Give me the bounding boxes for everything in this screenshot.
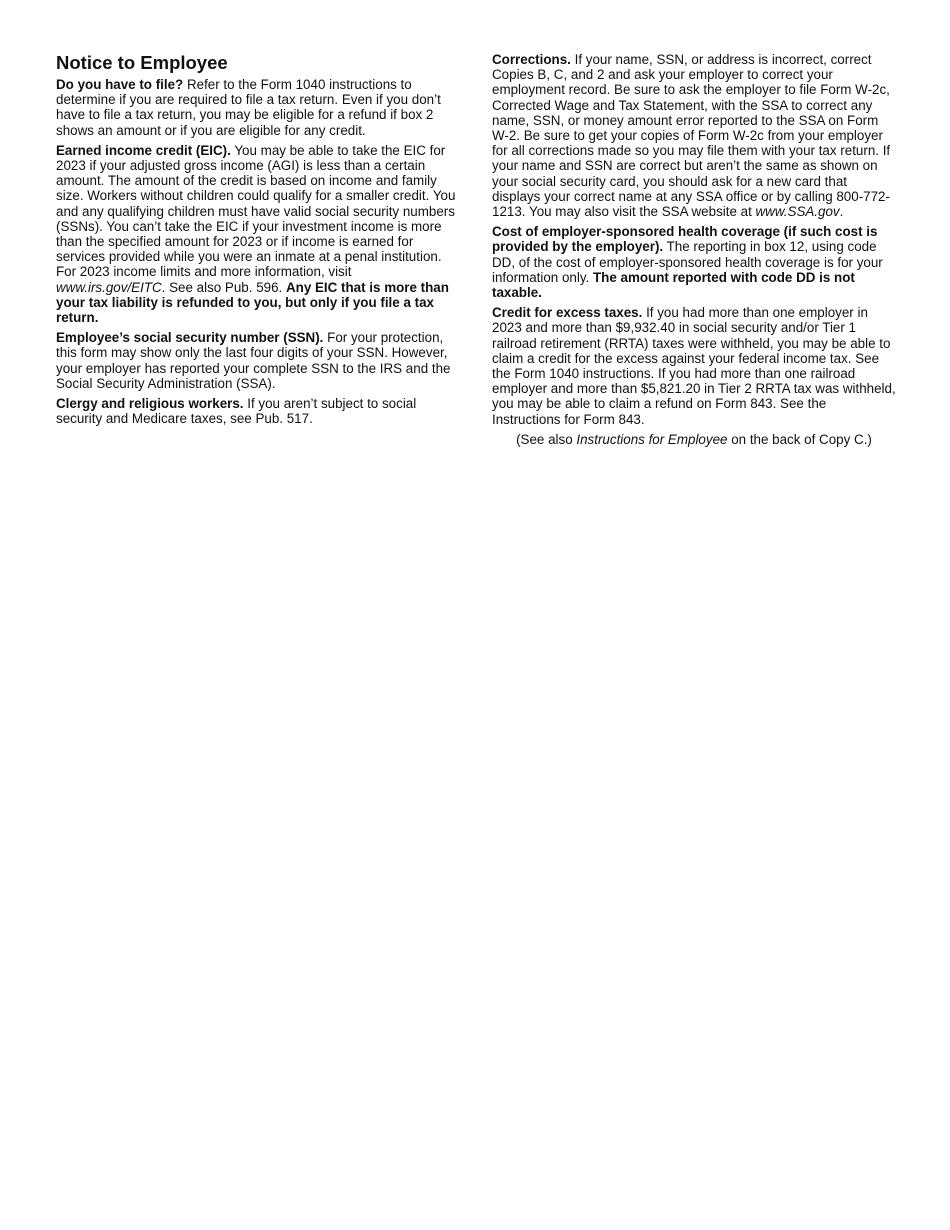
ssa-link[interactable]: www.SSA.gov	[755, 204, 840, 220]
clergy-paragraph	[56, 396, 460, 426]
eic-text: You may be able to take the EIC for 2023 if your adjusted gross income (AGI) is less than a certain amount. The amount of the credit is based on income and family size. Workers without children could qualify for a smaller credit. You and any qualifying children must have valid social security numbers (SSNs). You can’t take the EIC if your investment income is more than the specified amount for 2023 or if income is earned for services provided while you were an inmate at a penal institution. For 2023 income limits and more information, visit	[56, 142, 456, 280]
corrections-text: If your name, SSN, or address is incorrect, correct Copies B, C, and 2 and ask your employer to correct your employment record. Be sure to ask the employer to file Form W-2c, Corrected Wage and Tax Statement, with the SSA to correct any name, SSN, or money amount error reported to the SSA on Form W-2. Be sure to get your copies of Form W-2c from your employer for all corrections made so you may file them with your tax return. If your name and SSN are correct but aren’t the same as shown on your social security card, you should ask for a new card that displays your correct name at any SSA office or by calling 800-772-1213. You may also visit the SSA website at	[492, 52, 891, 220]
see-also-pre: (See also	[516, 431, 577, 447]
eic-heading: Earned income credit (EIC).	[56, 142, 231, 158]
excess-taxes-text: If you had more than one employer in 2023 and more than $9,932.40 in social security and/or Tier 1 railroad retirement (RRTA) taxes were withheld, you may be able to claim a credit for the excess against your federal income tax. See the Form 1040 instructions. If you had more than one railroad employer and more than $5,821.20 in Tier 2 RRTA tax was withheld, you may be able to claim a refund on Form 843. See the Instructions for Form 843.	[492, 305, 896, 427]
excess-taxes-paragraph	[492, 305, 896, 427]
health-coverage-heading: Cost of employer-sponsored health coverage (if such cost is provided by the employer).	[492, 224, 878, 255]
ssn-text: For your protection, this form may show only the last four digits of your SSN. However, your employer has reported your complete SSN to the IRS and the Social Security Administration (SSA).	[56, 330, 451, 391]
file-requirement-heading: Do you have to file?	[56, 77, 184, 92]
clergy-heading: Clergy and religious workers.	[56, 396, 244, 412]
page-title: Notice to Employee	[56, 52, 228, 73]
eic-text-2: . See also Pub. 596.	[161, 279, 286, 295]
left-column	[56, 52, 460, 447]
see-also-post: on the back of Copy C.)	[727, 431, 872, 447]
corrections-paragraph	[492, 52, 896, 219]
health-coverage-note: The amount reported with code DD is not taxable.	[492, 269, 855, 301]
ssn-heading: Employee’s social security number (SSN).	[56, 330, 324, 346]
clergy-text: If you aren’t subject to social security and Medicare taxes, see Pub. 517.	[56, 396, 417, 427]
right-column	[492, 52, 896, 447]
health-coverage-text: The reporting in box 12, using code DD, of the cost of employer-sponsored health coverage is for your information only.	[492, 239, 883, 285]
corrections-text-2: .	[839, 204, 844, 220]
eic-refund-note: Any EIC that is more than your tax liability is refunded to you, but only if you file a tax return.	[56, 279, 449, 326]
ssn-paragraph	[56, 330, 460, 391]
corrections-heading: Corrections.	[492, 52, 571, 67]
see-also-italic: Instructions for Employee	[576, 431, 728, 447]
file-requirement-text: Refer to the Form 1040 instructions to determine if you are required to file a tax return. Even if you don’t have to file a tax return, you may be eligible for a refund if box 2 shows an amount or if you are eligible for any credit.	[56, 77, 441, 138]
eic-paragraph	[56, 143, 460, 325]
see-also-note	[492, 432, 896, 447]
eitc-link[interactable]: www.irs.gov/EITC	[56, 279, 162, 295]
health-coverage-paragraph	[492, 224, 896, 300]
excess-taxes-heading: Credit for excess taxes.	[492, 305, 643, 321]
file-requirement-paragraph	[56, 77, 460, 138]
notice-page	[56, 52, 896, 447]
